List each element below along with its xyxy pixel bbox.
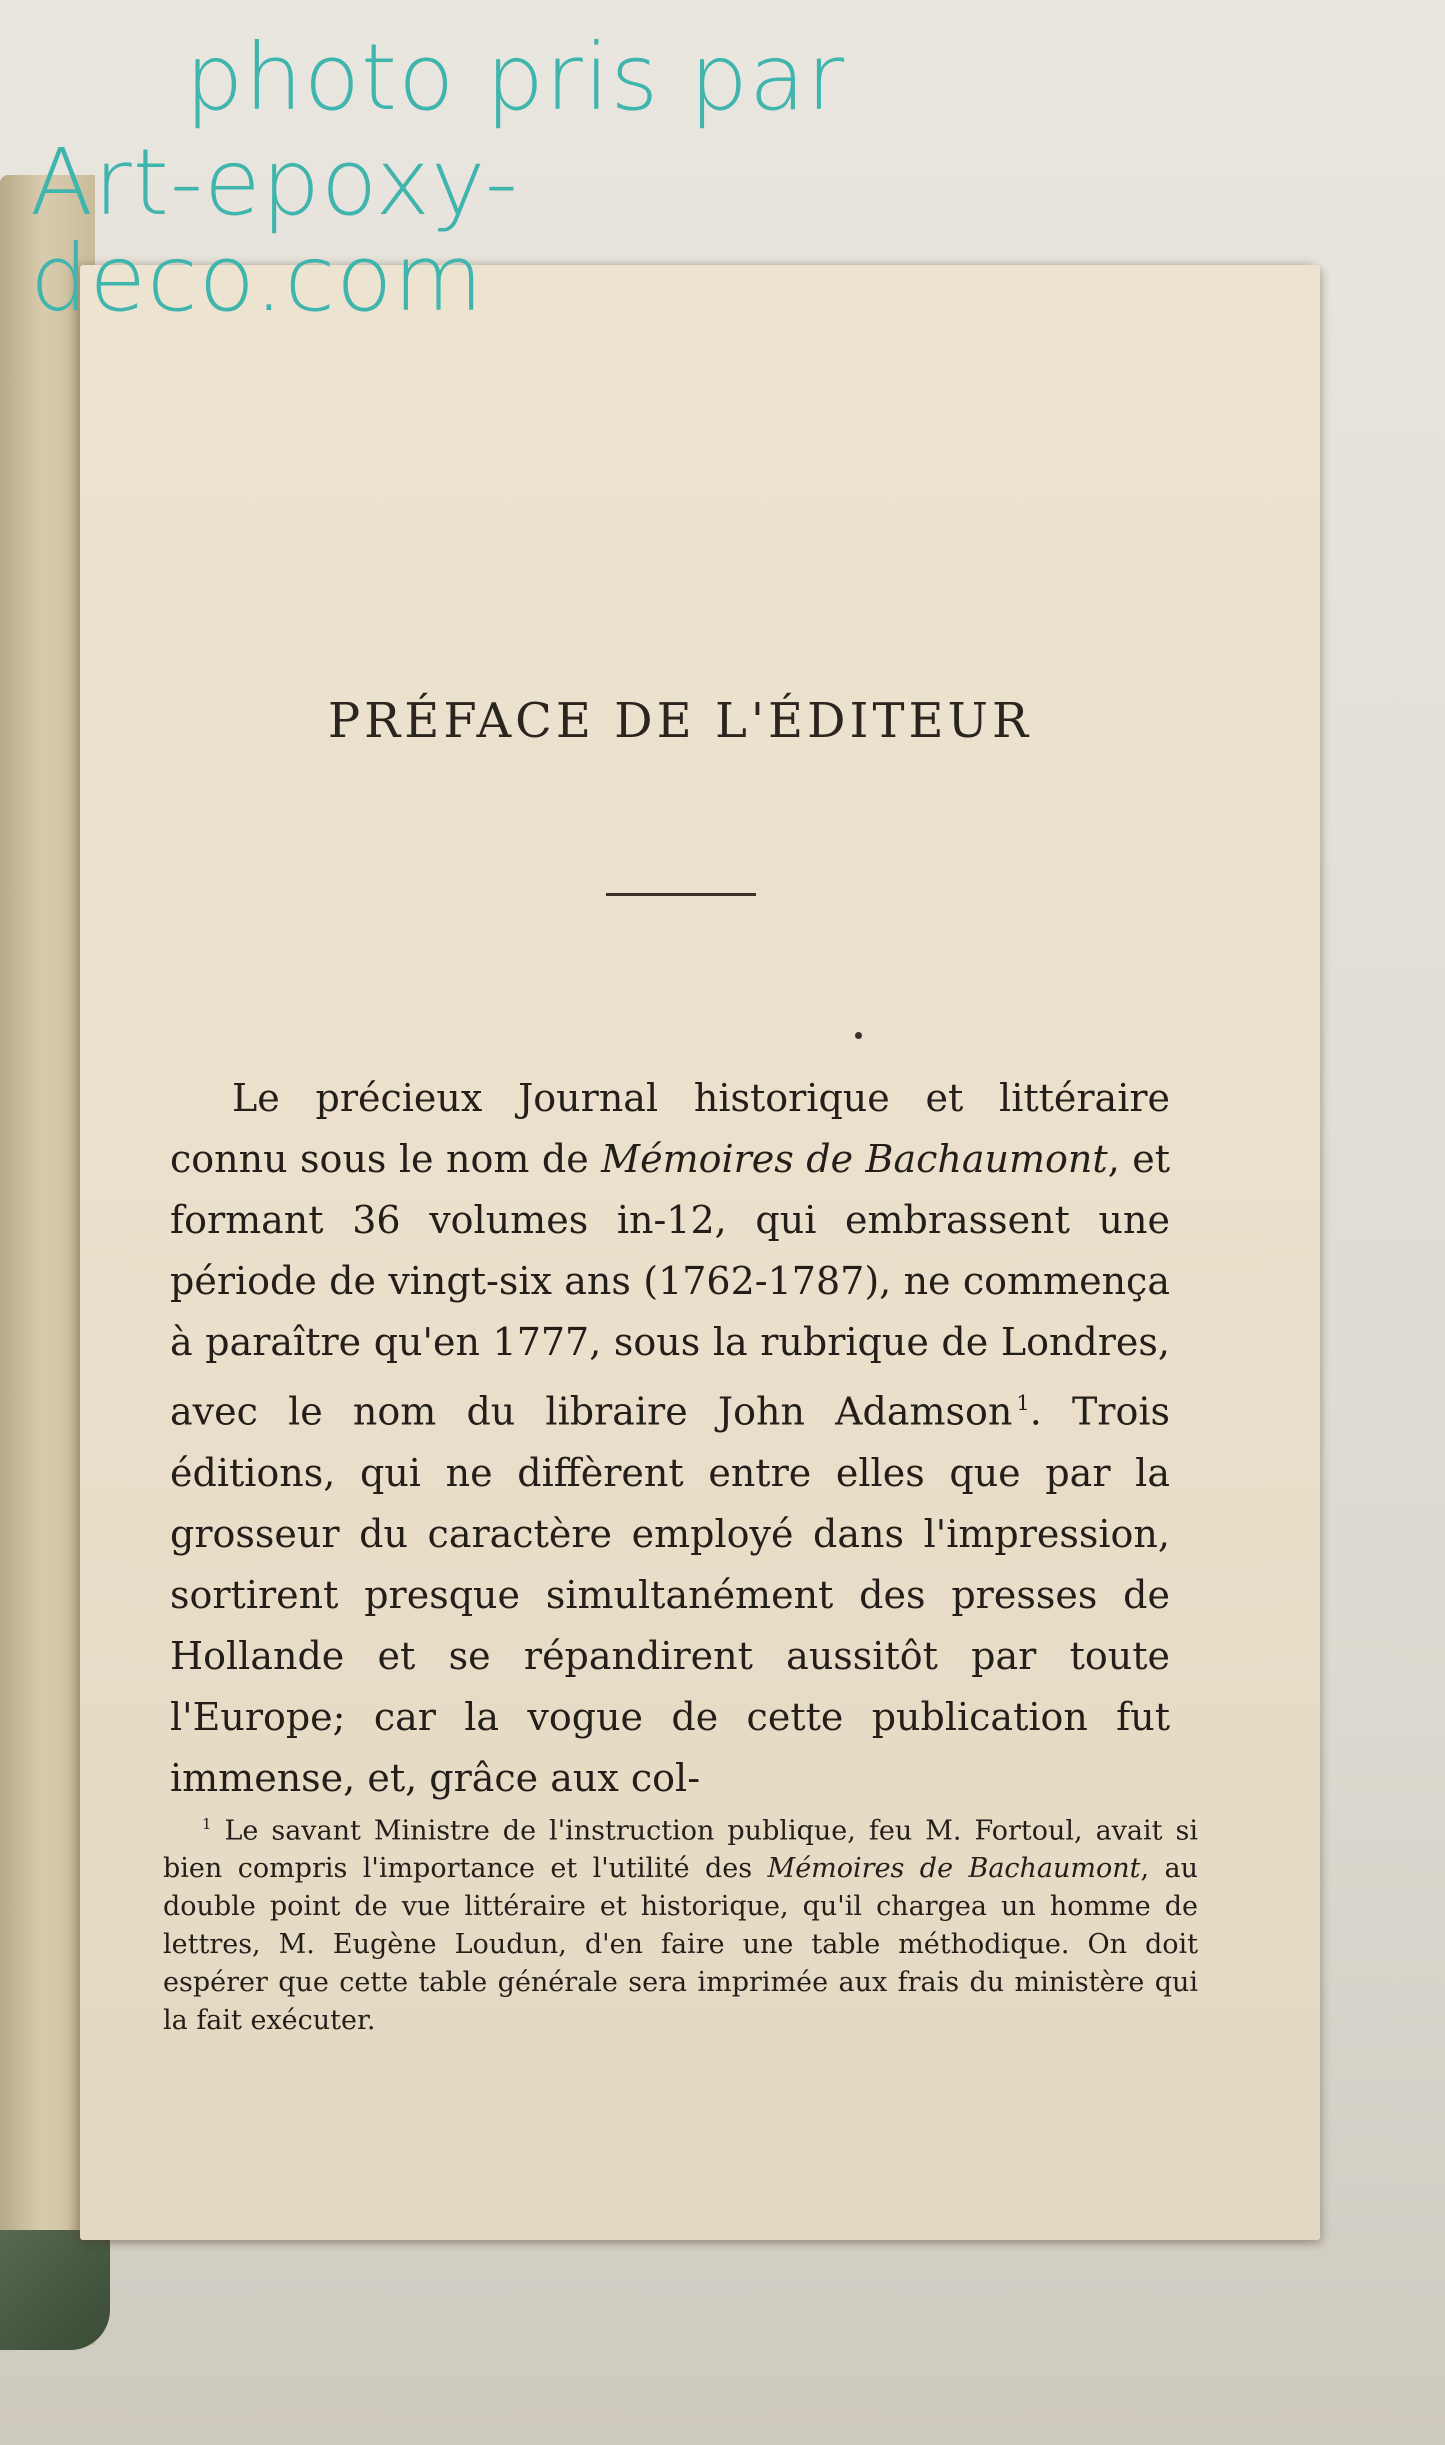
body-text — [170, 1068, 1170, 1809]
body-part-2: , et formant 36 volumes in-12, qui embrassent une période de vingt-six ans (1762-1787), ne commença à paraître qu'en 1777, sous la rubrique de Londres, avec le nom du libraire John Adamson — [170, 1137, 1171, 1434]
footnote-marker: 1 — [202, 1815, 212, 1833]
body-part-3: . Trois éditions, qui ne diffèrent entre elles que par la grosseur du caractère employé dans l'impression, sortirent presque simultanément des presses de Hollande et se répandirent aussitôt par toute l'Europe; car la vogue de cette publication fut immense, et, grâce aux col- — [170, 1389, 1171, 1800]
title-rule — [606, 893, 756, 896]
watermark-line-2: Art-epoxy-deco.com — [30, 128, 519, 333]
footnote-part-1: Le savant Ministre de l'instruction publique, feu M. Fortoul, avait si bien compris l'importance et l'utilité des — [163, 1815, 1198, 1885]
footnote-reference: 1 — [1016, 1391, 1030, 1415]
footnote-italic-title: Mémoires de Bachaumont — [767, 1853, 1141, 1885]
body-paragraph — [170, 1068, 1170, 1809]
footnote-part-2: , au double point de vue littéraire et historique, qu'il chargea un homme de lettres, M. Eugène Loudun, d'en faire une table méthodique. On doit espérer que cette table générale sera imprimée aux frais du ministère qui la fait exécuter. — [163, 1853, 1198, 2037]
ink-dot — [855, 1032, 862, 1039]
footnote — [163, 1805, 1198, 2040]
watermark — [30, 24, 950, 333]
book-cover-edge — [0, 2230, 110, 2350]
watermark-line-1: photo pris par — [185, 24, 846, 131]
body-part-1: Le précieux Journal historique et littéraire connu sous le nom de — [170, 1076, 1170, 1181]
footnote-paragraph — [163, 1805, 1198, 2040]
body-italic-title: Mémoires de Bachaumont — [601, 1137, 1108, 1181]
page-title: PRÉFACE DE L'ÉDITEUR — [327, 693, 1033, 749]
